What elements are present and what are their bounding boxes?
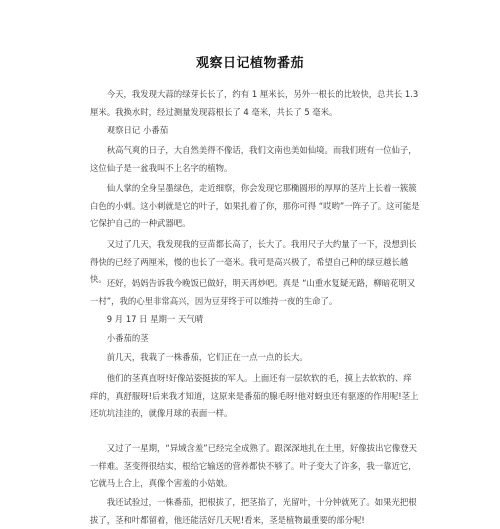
section-heading-stem: 小番茄的茎 bbox=[106, 333, 149, 343]
diary-date: 9 月 17 日 星期一 天气晴 bbox=[106, 314, 204, 324]
paragraph-experiment: 我还试验过，一株番茄，把根拔了，把茎掐了，光留叶，十分钟就死了。如果光把根拔了，茎和叶都留着，他还能活好几天呢!看来，茎是植物最重要的部分呢! bbox=[90, 497, 417, 525]
paragraph-planted: 前几天，我栽了一株番茄，它们正在一点一点的长大。 bbox=[106, 352, 308, 362]
paragraph-autumn: 秋高气爽的日子，大自然美得不像话，我们文南也美如仙境。而我们班有一位仙子，这位仙子是一盆我叫不上名字的植物。 bbox=[90, 145, 417, 173]
paragraph-bean-sprouts: 又过了几天，我发现我的豆苗都长高了，长大了。我用尺子大约量了一下，没想到长得快的已经了两厘米，慢的也长了一毫米。我可是高兴极了，希望自己种的绿豆越长越快。 bbox=[90, 239, 417, 284]
section-heading-tomato: 观察日记 小番茄 bbox=[106, 125, 169, 135]
paragraph-cactus: 仙人掌的全身呈墨绿色，走近细察，你会发现它那椭圆形的厚厚的茎片上长着一簇簇白色的小刺。这小刺就是它的叶子，如果扎着了你，那你可得 “哎哟”一阵子了。这可能是它保护自己的一种武器吧。 bbox=[90, 183, 420, 228]
paragraph-shy-plant: 又过了一星期，“异域含羞”已经完全成熟了。跟深深地扎在土里，好像拔出它像登天一样难。茎变得很结实，根给它输送的营养都快不够了。叶子变大了许多，我一靠近它，它就马上合上，真像个害羞的小姑娘。 bbox=[90, 443, 417, 488]
document-title: 观察日记植物番茄 bbox=[195, 56, 304, 71]
paragraph-dinner: 还好，妈妈告诉我今晚饭已做好，明天再炒吧。真是 “山重水复疑无路，柳暗花明又一村”，我的心里非常高兴，因为豆芽终于可以维持一夜的生命了。 bbox=[90, 278, 416, 306]
paragraph-garlic: 今天，我发现大蒜的绿芽长长了，约有 1 厘米长，另外一根长的比较快，总共长 1.3 厘米。我换水时，经过测量发现蒜根长了 4 毫米，共长了 5 毫米。 bbox=[90, 89, 419, 117]
paragraph-stem-hair: 他们的茎真直呀!好像站姿挺拔的军人。上面还有一层软软的毛，摸上去软软的、痒痒的，真舒服呀!后来我才知道，这原来是番茄的腺毛呀!他对蚜虫还有驱逐的作用呢!茎上还坑坑洼洼的，就像月球的表面一样。 bbox=[90, 373, 419, 418]
